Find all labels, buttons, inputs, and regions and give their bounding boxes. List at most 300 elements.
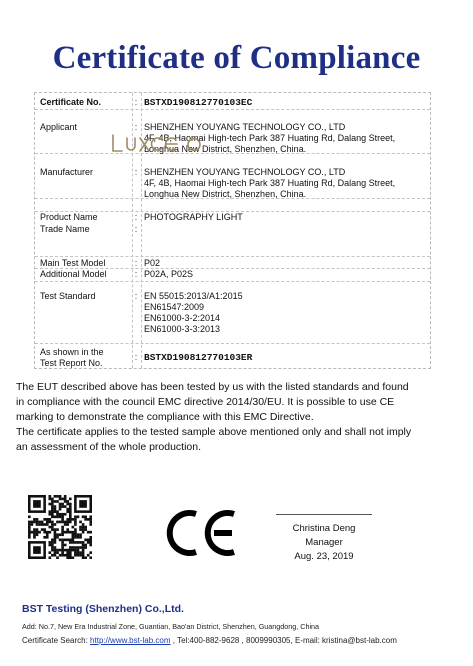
qr-module: [64, 531, 67, 534]
product-name-value: PHOTOGRAPHY LIGHT: [144, 212, 243, 222]
qr-module: [87, 518, 90, 521]
row-divider: [35, 256, 430, 257]
qr-module: [82, 544, 85, 547]
certificate-search-link[interactable]: http://www.bst-lab.com: [90, 636, 171, 645]
qr-module: [72, 546, 75, 549]
qr-module: [33, 536, 36, 539]
qr-module: [48, 521, 51, 524]
qr-module: [61, 533, 64, 536]
manufacturer-line: Longhua New District, Shenzhen, China.: [144, 189, 307, 199]
qr-module: [89, 536, 92, 539]
separator: :: [134, 122, 138, 132]
qr-module: [54, 531, 57, 534]
test-report-label-line: As shown in the: [40, 347, 104, 357]
certificate-no-label: Certificate No.: [40, 97, 102, 107]
qr-module: [74, 549, 77, 552]
qr-module: [72, 536, 75, 539]
qr-module: [33, 518, 36, 521]
qr-module: [82, 549, 85, 552]
qr-module: [33, 531, 36, 534]
qr-module: [51, 510, 54, 513]
row-divider: [35, 281, 430, 282]
qr-module: [74, 531, 77, 534]
qr-module: [69, 518, 72, 521]
qr-module: [64, 505, 67, 508]
separator: :: [134, 258, 138, 268]
qr-module: [64, 554, 67, 557]
qr-module: [56, 510, 59, 513]
qr-module: [54, 533, 57, 536]
qr-module: [54, 549, 57, 552]
test-standard-value: [144, 291, 428, 335]
qr-module: [87, 539, 90, 542]
qr-module: [36, 528, 39, 531]
qr-module: [61, 551, 64, 554]
issuer-company: BST Testing (Shenzhen) Co.,Ltd.: [22, 603, 184, 615]
qr-module: [77, 546, 80, 549]
qr-module: [66, 521, 69, 524]
qr-module: [51, 500, 54, 503]
qr-module: [79, 521, 82, 524]
qr-module: [77, 541, 80, 544]
qr-module: [74, 528, 77, 531]
qr-module: [56, 513, 59, 516]
separator: :: [134, 97, 138, 107]
qr-module: [89, 544, 92, 547]
qr-module: [51, 505, 54, 508]
qr-module: [66, 528, 69, 531]
qr-module: [74, 518, 77, 521]
qr-module: [48, 498, 51, 501]
qr-module: [64, 521, 67, 524]
qr-module: [84, 515, 87, 518]
qr-module: [61, 531, 64, 534]
qr-module: [59, 495, 62, 498]
qr-module: [66, 531, 69, 534]
qr-module: [69, 498, 72, 501]
manufacturer-label: Manufacturer: [40, 167, 94, 177]
qr-module: [41, 521, 44, 524]
qr-module: [69, 513, 72, 516]
qr-module: [84, 539, 87, 542]
qr-module: [51, 544, 54, 547]
qr-module: [54, 536, 57, 539]
qr-module: [43, 528, 46, 531]
qr-module: [48, 510, 51, 513]
test-report-label-line: Test Report No.: [40, 358, 103, 368]
luxceo-logo-graphic: [110, 132, 206, 154]
qr-module: [79, 546, 82, 549]
qr-module: [46, 523, 49, 526]
qr-module: [89, 556, 92, 559]
applicant-label: Applicant: [40, 122, 78, 132]
signature-line: [276, 514, 372, 515]
qr-module: [48, 541, 51, 544]
qr-module: [61, 544, 64, 547]
qr-module: [66, 500, 69, 503]
qr-module: [48, 531, 51, 534]
qr-module: [51, 513, 54, 516]
qr-module: [72, 541, 75, 544]
qr-module: [74, 541, 77, 544]
test-standard-line: EN61000-3-3:2013: [144, 324, 221, 334]
separator: :: [134, 212, 138, 222]
qr-module: [66, 518, 69, 521]
qr-module: [84, 544, 87, 547]
qr-module: [28, 536, 31, 539]
qr-module: [82, 528, 85, 531]
qr-module: [54, 515, 57, 518]
qr-module: [66, 503, 69, 506]
qr-module: [69, 531, 72, 534]
test-report-label: [40, 347, 104, 369]
qr-module: [87, 554, 90, 557]
manufacturer-line: 4F, 4B, Haomai High-tech Park 387 Huating Rd, Dalang Street,: [144, 178, 396, 188]
product-name-label: Product Name: [40, 212, 98, 222]
qr-module: [77, 551, 80, 554]
qr-module: [61, 503, 64, 506]
qr-module: [28, 515, 31, 518]
qr-module: [48, 503, 51, 506]
qr-module: [54, 554, 57, 557]
qr-module: [43, 531, 46, 534]
qr-module: [79, 536, 82, 539]
qr-module: [36, 518, 39, 521]
qr-module: [84, 546, 87, 549]
qr-module: [89, 551, 92, 554]
qr-module: [69, 503, 72, 506]
qr-module: [84, 528, 87, 531]
qr-module: [36, 521, 39, 524]
qr-module: [84, 518, 87, 521]
qr-module: [82, 541, 85, 544]
qr-module: [28, 533, 31, 536]
qr-module: [33, 533, 36, 536]
qr-module: [51, 508, 54, 511]
qr-module: [69, 508, 72, 511]
qr-module: [59, 498, 62, 501]
qr-module: [43, 536, 46, 539]
qr-module: [72, 539, 75, 542]
certificate-details-table: [34, 92, 431, 369]
test-standard-line: EN61000-3-2:2014: [144, 313, 221, 323]
qr-module: [31, 531, 34, 534]
qr-module: [89, 523, 92, 526]
qr-module: [56, 495, 59, 498]
qr-module: [46, 531, 49, 534]
qr-module: [64, 523, 67, 526]
qr-module: [59, 508, 62, 511]
qr-module: [82, 526, 85, 529]
qr-module: [89, 541, 92, 544]
qr-module: [64, 495, 67, 498]
qr-module: [54, 539, 57, 542]
qr-module: [48, 556, 51, 559]
qr-module: [46, 518, 49, 521]
qr-module: [69, 510, 72, 513]
qr-module: [79, 551, 82, 554]
qr-module: [54, 510, 57, 513]
qr-module: [74, 554, 77, 557]
qr-module: [69, 554, 72, 557]
qr-module: [69, 551, 72, 554]
ce-mark: [162, 506, 238, 565]
qr-module: [51, 546, 54, 549]
qr-module: [82, 515, 85, 518]
qr-module: [61, 498, 64, 501]
qr-module: [66, 523, 69, 526]
qr-module: [56, 515, 59, 518]
qr-module: [43, 518, 46, 521]
qr-module: [56, 551, 59, 554]
qr-module: [48, 551, 51, 554]
qr-module: [51, 523, 54, 526]
qr-module: [46, 533, 49, 536]
qr-module: [66, 556, 69, 559]
qr-module: [54, 500, 57, 503]
qr-module: [61, 546, 64, 549]
qr-module: [74, 533, 77, 536]
qr-module: [59, 549, 62, 552]
qr-module: [48, 513, 51, 516]
test-standard-line: EN 55015:2013/A1:2015: [144, 291, 243, 301]
qr-module: [82, 546, 85, 549]
qr-module: [84, 526, 87, 529]
qr-module: [61, 515, 64, 518]
qr-module: [41, 528, 44, 531]
additional-model-label: Additional Model: [40, 269, 107, 279]
applicant-line: Longhua New District, Shenzhen, China.: [144, 144, 307, 154]
signatory-name: Christina Deng: [292, 523, 356, 534]
qr-module: [51, 503, 54, 506]
qr-module: [51, 549, 54, 552]
row-divider: [35, 109, 430, 110]
qr-module: [89, 515, 92, 518]
qr-module: [61, 554, 64, 557]
signatory-title: Manager: [305, 537, 343, 548]
additional-model-value: P02A, P02S: [144, 269, 194, 279]
statement-line: The certificate applies to the tested sample above mentioned only and shall not imply: [16, 426, 412, 438]
qr-module: [79, 526, 82, 529]
qr-module: [61, 549, 64, 552]
qr-module: [66, 508, 69, 511]
qr-module: [51, 528, 54, 531]
qr-module: [66, 549, 69, 552]
qr-module: [87, 531, 90, 534]
qr-module: [31, 523, 34, 526]
qr-module: [79, 541, 82, 544]
compliance-statement: [16, 380, 461, 455]
qr-module: [69, 549, 72, 552]
trade-name-label: Trade Name: [40, 224, 90, 234]
qr-module: [38, 523, 41, 526]
qr-module: [59, 533, 62, 536]
certificate-search: [22, 636, 397, 645]
qr-module: [54, 523, 57, 526]
certificate-search-label: Certificate Search:: [22, 636, 88, 645]
qr-module: [31, 521, 34, 524]
applicant-line: SHENZHEN YOUYANG TECHNOLOGY CO., LTD: [144, 122, 346, 132]
qr-module: [48, 526, 51, 529]
qr-module: [59, 521, 62, 524]
qr-module: [61, 541, 64, 544]
qr-module: [74, 521, 77, 524]
qr-code: [28, 495, 92, 564]
signature-date: Aug. 23, 2019: [294, 551, 354, 562]
qr-module: [38, 531, 41, 534]
qr-module: [72, 531, 75, 534]
qr-module: [82, 531, 85, 534]
qr-module: [28, 531, 31, 534]
qr-module: [89, 539, 92, 542]
qr-module: [59, 515, 62, 518]
qr-module: [54, 546, 57, 549]
qr-code-graphic: [28, 495, 92, 559]
qr-module: [89, 521, 92, 524]
certificate-no-value: BSTXD190812770103EC: [144, 97, 253, 108]
qr-module: [61, 539, 64, 542]
qr-module: [72, 549, 75, 552]
qr-module: [46, 521, 49, 524]
qr-module: [54, 505, 57, 508]
statement-line: an assessment of the whole production.: [16, 441, 202, 453]
qr-module: [54, 508, 57, 511]
qr-module: [59, 539, 62, 542]
qr-module: [36, 533, 39, 536]
qr-module: [77, 536, 80, 539]
qr-module: [36, 531, 39, 534]
qr-module: [77, 549, 80, 552]
qr-module: [74, 536, 77, 539]
qr-module: [28, 526, 31, 529]
qr-module: [61, 513, 64, 516]
qr-module: [61, 505, 64, 508]
qr-module: [61, 518, 64, 521]
test-standard-label: Test Standard: [40, 291, 96, 301]
qr-module: [51, 541, 54, 544]
qr-module: [79, 533, 82, 536]
qr-module: [59, 554, 62, 557]
qr-module: [59, 503, 62, 506]
qr-module: [69, 541, 72, 544]
qr-module: [82, 556, 85, 559]
qr-module: [89, 518, 92, 521]
statement-line: marking to demonstrate the compliance with this EMC Directive.: [16, 411, 314, 423]
qr-module: [79, 554, 82, 557]
manufacturer-line: SHENZHEN YOUYANG TECHNOLOGY CO., LTD: [144, 167, 346, 177]
qr-module: [87, 541, 90, 544]
qr-module: [72, 518, 75, 521]
qr-module: [56, 528, 59, 531]
qr-module: [64, 513, 67, 516]
separator: :: [134, 167, 138, 177]
qr-finder-pattern: [33, 500, 41, 508]
qr-module: [69, 546, 72, 549]
applicant-line: 4F, 4B, Haomai High-tech Park 387 Huating Rd, Dalang Street,: [144, 133, 396, 143]
qr-module: [33, 528, 36, 531]
qr-module: [69, 515, 72, 518]
qr-module: [64, 544, 67, 547]
qr-module: [41, 523, 44, 526]
qr-module: [38, 521, 41, 524]
qr-module: [66, 554, 69, 557]
qr-module: [59, 513, 62, 516]
qr-finder-pattern: [79, 500, 87, 508]
qr-module: [77, 515, 80, 518]
statement-line: The EUT described above has been tested by us with the listed standards and found: [16, 381, 409, 393]
statement-line: in compliance with the council EMC directive 2014/30/EU. It is possible to use CE: [16, 396, 395, 408]
qr-module: [64, 500, 67, 503]
qr-module: [54, 528, 57, 531]
qr-module: [51, 515, 54, 518]
qr-module: [54, 551, 57, 554]
qr-module: [56, 533, 59, 536]
qr-finder-pattern: [33, 546, 41, 554]
test-report-value: BSTXD190812770103ER: [144, 352, 253, 363]
qr-module: [89, 531, 92, 534]
qr-module: [28, 521, 31, 524]
issuer-address: Add: No.7, New Era Industrial Zone, Guantian, Bao'an District, Shenzhen, Guangdong, China: [22, 622, 320, 631]
qr-module: [51, 554, 54, 557]
qr-module: [51, 539, 54, 542]
separator: :: [134, 352, 138, 362]
qr-module: [69, 521, 72, 524]
qr-module: [72, 526, 75, 529]
qr-module: [74, 546, 77, 549]
qr-module: [64, 539, 67, 542]
qr-module: [61, 521, 64, 524]
qr-module: [56, 549, 59, 552]
test-standard-line: EN61547:2009: [144, 302, 205, 312]
separator: :: [134, 224, 138, 234]
qr-module: [56, 536, 59, 539]
qr-module: [66, 539, 69, 542]
qr-module: [69, 505, 72, 508]
qr-module: [69, 539, 72, 542]
ce-mark-graphic: [162, 506, 238, 560]
qr-module: [64, 549, 67, 552]
separator: :: [134, 291, 138, 301]
qr-module: [48, 518, 51, 521]
qr-module: [74, 523, 77, 526]
luxceo-logo: [110, 132, 206, 159]
row-divider: [35, 343, 430, 344]
qr-module: [79, 528, 82, 531]
qr-module: [51, 526, 54, 529]
qr-module: [36, 523, 39, 526]
separator: :: [134, 269, 138, 279]
qr-module: [77, 533, 80, 536]
qr-module: [51, 521, 54, 524]
certificate-title: Certificate of Compliance: [52, 40, 421, 76]
main-test-model-label: Main Test Model: [40, 258, 106, 268]
qr-module: [72, 556, 75, 559]
qr-module: [82, 523, 85, 526]
qr-module: [84, 556, 87, 559]
qr-module: [54, 495, 57, 498]
qr-module: [48, 544, 51, 547]
qr-module: [82, 551, 85, 554]
qr-module: [72, 533, 75, 536]
qr-module: [54, 541, 57, 544]
qr-module: [69, 556, 72, 559]
qr-module: [77, 554, 80, 557]
qr-module: [48, 495, 51, 498]
qr-module: [59, 505, 62, 508]
qr-module: [66, 551, 69, 554]
qr-module: [46, 536, 49, 539]
qr-module: [56, 500, 59, 503]
